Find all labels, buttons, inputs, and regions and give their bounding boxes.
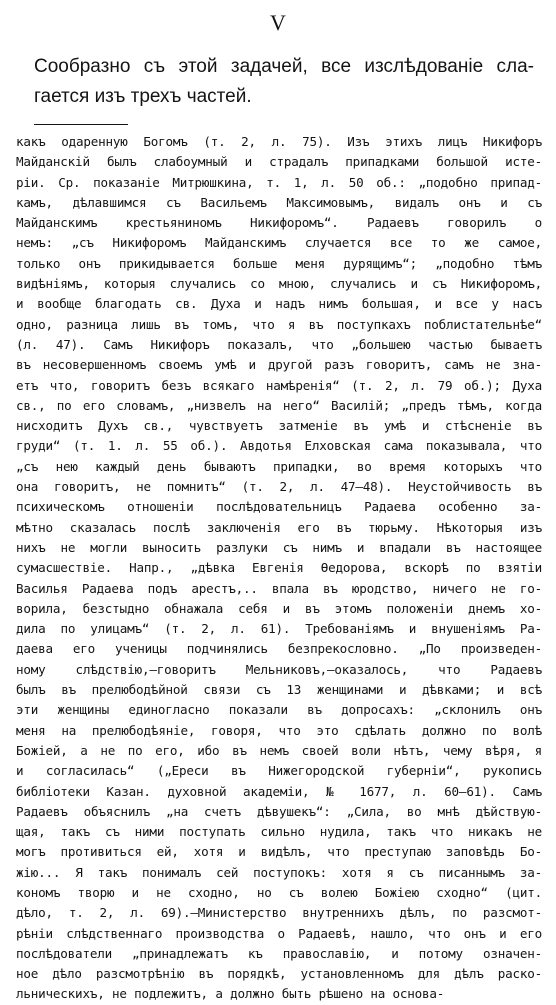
- footnote-line: (л. 47). Самъ Никифоръ показалъ, что „большею частью бываетъ: [16, 336, 542, 352]
- footnote-line: Майданскимъ крестьяниномъ Никифоромъ“. Радаевъ говорилъ о: [16, 215, 542, 231]
- footnote-line: дѣло, т. 2, л. 69).—Министерство внутреннихъ дѣлъ, по разсмот-: [16, 905, 542, 921]
- footnote-line: нихъ не могли выносить разлуки съ нимъ и впадали въ настоящее: [16, 539, 542, 555]
- footnote-line: психическомъ отношеніи послѣдовательницъ Радаева особенно за-: [16, 499, 542, 515]
- footnote-line: она говоритъ, не помнитъ“ (т. 2, л. 47—48). Неустойчивость въ: [16, 479, 542, 495]
- footnote-line: и вообще благодать св. Духа и надъ нимъ большая, и все у насъ: [16, 296, 542, 312]
- footnote-line: видѣніямъ, которыя случались со мною, случались и съ Никифоромъ,: [16, 276, 542, 292]
- footnote-line: щая, такъ съ ними поступать сильно нудила, такъ что никакъ не: [16, 824, 542, 840]
- main-text-line: гается изъ трехъ частей.: [34, 86, 252, 107]
- footnote-line: етъ что, говоритъ безъ всякаго намѣренія“ (т. 2, л. 79 об.); Духа: [16, 377, 542, 393]
- main-paragraph: [34, 52, 534, 112]
- footnote-line: въ несовершенномъ своемъ умѣ и другой разъ говоритъ, самъ не зна-: [16, 357, 542, 373]
- footnote-line: даева его ученицы подчинялись безпрекословно. „По произведен-: [16, 641, 542, 657]
- footnote-line: мѣтно сказалась послѣ заключенія его въ тюрьму. Нѣкоторыя изъ: [16, 519, 542, 535]
- footnote-line: „съ нею каждый день бываютъ припадки, во время которыхъ что: [16, 458, 542, 474]
- footnote-line: камъ, дѣлавшимся съ Васильемъ Максимовымъ, видалъ онъ и съ: [16, 194, 542, 210]
- footnote-line: эти женщины единогласно показали въ допросахъ: „склонилъ онъ: [16, 702, 542, 718]
- footnote-line: св., по его словамъ, „низвелъ на него“ Василій; „предъ тѣмъ, когда: [16, 397, 542, 413]
- footnote-line: ріи. Ср. показаніе Митрюшкина, т. 1, л. 50 об.: „подобно припад-: [16, 174, 542, 190]
- footnote-line: нисходитъ Духъ св., чувствуетъ затменіе въ умѣ и стѣсненіе въ: [16, 418, 542, 434]
- footnote-line: ворила, безстыдно обнажала себя и въ этомъ положеніи днемъ хо-: [16, 600, 542, 616]
- footnote-line: библіотеки Казан. духовной академіи, № 1677, л. 60—61). Самъ: [16, 783, 542, 799]
- footnote-separator-rule: [34, 124, 128, 125]
- footnote-line: меня на прелюбодѣяніе, говоря, что это сдѣлать должно по волѣ: [16, 722, 542, 738]
- footnote-line: ное дѣло разсмотрѣнію въ порядкѣ, установленномъ для дѣлъ раско-: [16, 966, 542, 982]
- footnote-line: одно, разница лишь въ томъ, что я въ поступкахъ поблистательнѣе“: [16, 316, 542, 332]
- footnote-line: Василья Радаева подъ арестъ,.. впала въ юродство, ничего не го-: [16, 580, 542, 596]
- footnote-line: ному слѣдствію,—говоритъ Мельниковъ,—оказалось, что Радаевъ: [16, 661, 542, 677]
- footnote-line: немъ: „съ Никифоромъ Майданскимъ случается все то же самое,: [16, 235, 542, 251]
- footnote-line: льническихъ, не подлежитъ, а должно быть рѣшено на основа-: [16, 986, 445, 1002]
- footnote-line: и согласилась“ („Ереси въ Нижегородской губерніи“, рукопись: [16, 763, 542, 779]
- footnote-line: Майданскій былъ слабоумный и страдалъ припадками большой истe-: [16, 154, 542, 170]
- footnote-line: кономъ творю и не сходно, но съ волею Божіею сходно“ (цит.: [16, 884, 542, 900]
- footnote-line: дила по улицамъ“ (т. 2, л. 61). Требованіямъ и внушеніямъ Ра-: [16, 621, 542, 637]
- footnote-line: Божіей, а не по его, ибо въ немъ своей воли нѣтъ, чему вѣря, я: [16, 742, 542, 758]
- footnote-line: сумасшествіе. Напр., „дѣвка Евгенія Ѳедорова, вскорѣ по взятіи: [16, 560, 542, 576]
- footnote-line: былъ въ прелюбодѣйной связи съ 13 женщинами и дѣвками; и всѣ: [16, 682, 542, 698]
- footnote-line: жію... Я такъ понималъ сей поступокъ: хотя я съ писаннымъ за-: [16, 864, 542, 880]
- footnote-line: могъ противиться ей, хотя и видѣлъ, что преступаю заповѣдь Бо-: [16, 844, 542, 860]
- main-text-line: Сообразно съ этой задачей, все изслѣдованіе сла-: [34, 56, 534, 77]
- footnote-line: только онъ прикидывается больше меня дурящимъ“; „подобно тѣмъ: [16, 255, 542, 271]
- footnote-line: Радаевъ объяснилъ „на счетъ дѣвушекъ“: „Сила, во мнѣ дѣйствую-: [16, 803, 542, 819]
- footnote-line: рѣніи слѣдственнаго производства о Радаевѣ, нашло, что онъ и его: [16, 925, 542, 941]
- footnote-text: [16, 132, 542, 1005]
- footnote-line: груди“ (т. 1. л. 55 об.). Авдотья Елховская сама показывала, что: [16, 438, 542, 454]
- footnote-line: какъ одаренную Богомъ (т. 2, л. 75). Изъ этихъ лицъ Никифоръ: [16, 134, 542, 149]
- section-numeral: V: [270, 10, 286, 35]
- footnote-line: послѣдователи „принадлежатъ къ православію, и потому означен-: [16, 945, 542, 961]
